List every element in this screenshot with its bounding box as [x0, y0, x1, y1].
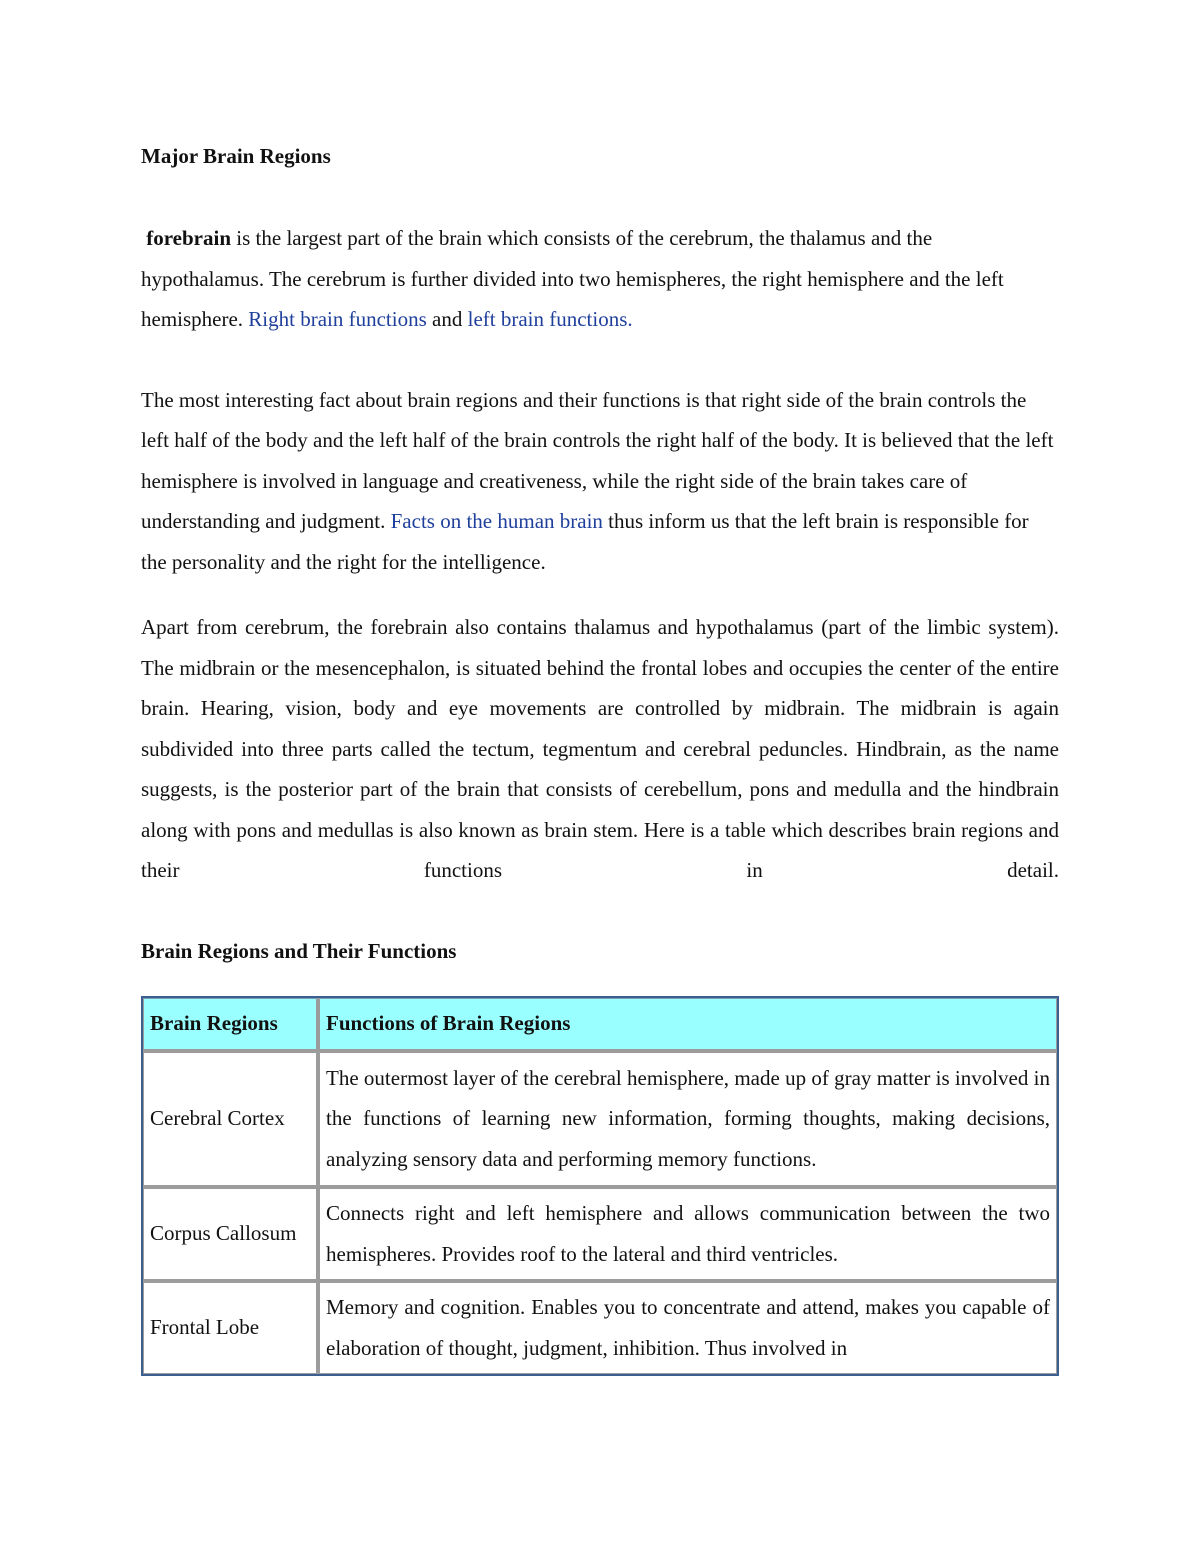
table-row	[143, 1282, 1057, 1374]
page-title: Major Brain Regions	[141, 144, 331, 168]
facts-human-brain-link[interactable]: Facts on the human brain	[390, 509, 603, 533]
table-row	[143, 1188, 1057, 1282]
forebrain-between: and	[426, 307, 468, 331]
forebrain-end: .	[627, 307, 633, 331]
brain-fact-end: thus inform us that the left brain is responsible for the personality and the right for the intelligence.	[141, 509, 1029, 574]
brain-fact-text: The most interesting fact about brain regions and their functions is that right side of the brain controls the left half of the body and the left half of the brain controls the right half of the body. It is believed that the left hemisphere is involved in language and creativeness, while the right side of the brain takes care of understanding and judgment.	[141, 387, 1054, 533]
region-function: Connects right and left hemisphere and allows communication between the two hemispheres. Provides roof to the lateral and third ventricles.	[319, 1188, 1057, 1282]
brain-fact-paragraph	[141, 380, 1059, 583]
right-brain-functions-link[interactable]: Right brain functions	[248, 307, 427, 331]
region-name: Cerebral Cortex	[143, 1052, 319, 1188]
midbrain-paragraph: Apart from cerebrum, the forebrain also contains thalamus and hypothalamus (part of the limbic system). The midbrain or the mesencephalon, is situated behind the frontal lobes and occupies the center of the entire brain. Hearing, vision, body and eye movements are controlled by midbrain. The midbrain is again subdivided into three parts called the tectum, tegmentum and cerebral peduncles. Hindbrain, as the name suggests, is the posterior part of the brain that consists of cerebellum, pons and medulla and the hindbrain along with pons and medullas is also known as brain stem. Here is a table which describes brain regions and their functions in detail.	[141, 615, 1059, 882]
brain-regions-table	[141, 996, 1059, 1376]
region-function: The outermost layer of the cerebral hemisphere, made up of gray matter is involved in the functions of learning new information, forming thoughts, making decisions, analyzing sensory data and performing memory functions.	[319, 1052, 1057, 1188]
table-header-row	[143, 998, 1057, 1052]
region-function-cell	[319, 1282, 1057, 1374]
region-name: Corpus Callosum	[143, 1188, 319, 1282]
region-function: Memory and cognition. Enables you to concentrate and attend, makes you capable of elaboration of thought, judgment, inhibition. Thus involved in	[326, 1295, 1050, 1360]
header-functions: Functions of Brain Regions	[319, 998, 1057, 1052]
forebrain-paragraph	[141, 218, 1059, 340]
region-name: Frontal Lobe	[143, 1282, 319, 1374]
table-row	[143, 1052, 1057, 1188]
forebrain-term: forebrain	[146, 226, 232, 250]
forebrain-text: is the largest part of the brain which consists of the cerebrum, the thalamus and the hypothalamus. The cerebrum is further divided into two hemispheres, the right hemisphere and the left hemisphere.	[141, 226, 1004, 331]
document-body	[141, 136, 1059, 1376]
table-heading: Brain Regions and Their Functions	[141, 938, 457, 963]
left-brain-functions-link[interactable]: left brain functions	[467, 307, 628, 331]
header-brain-regions: Brain Regions	[143, 998, 319, 1052]
